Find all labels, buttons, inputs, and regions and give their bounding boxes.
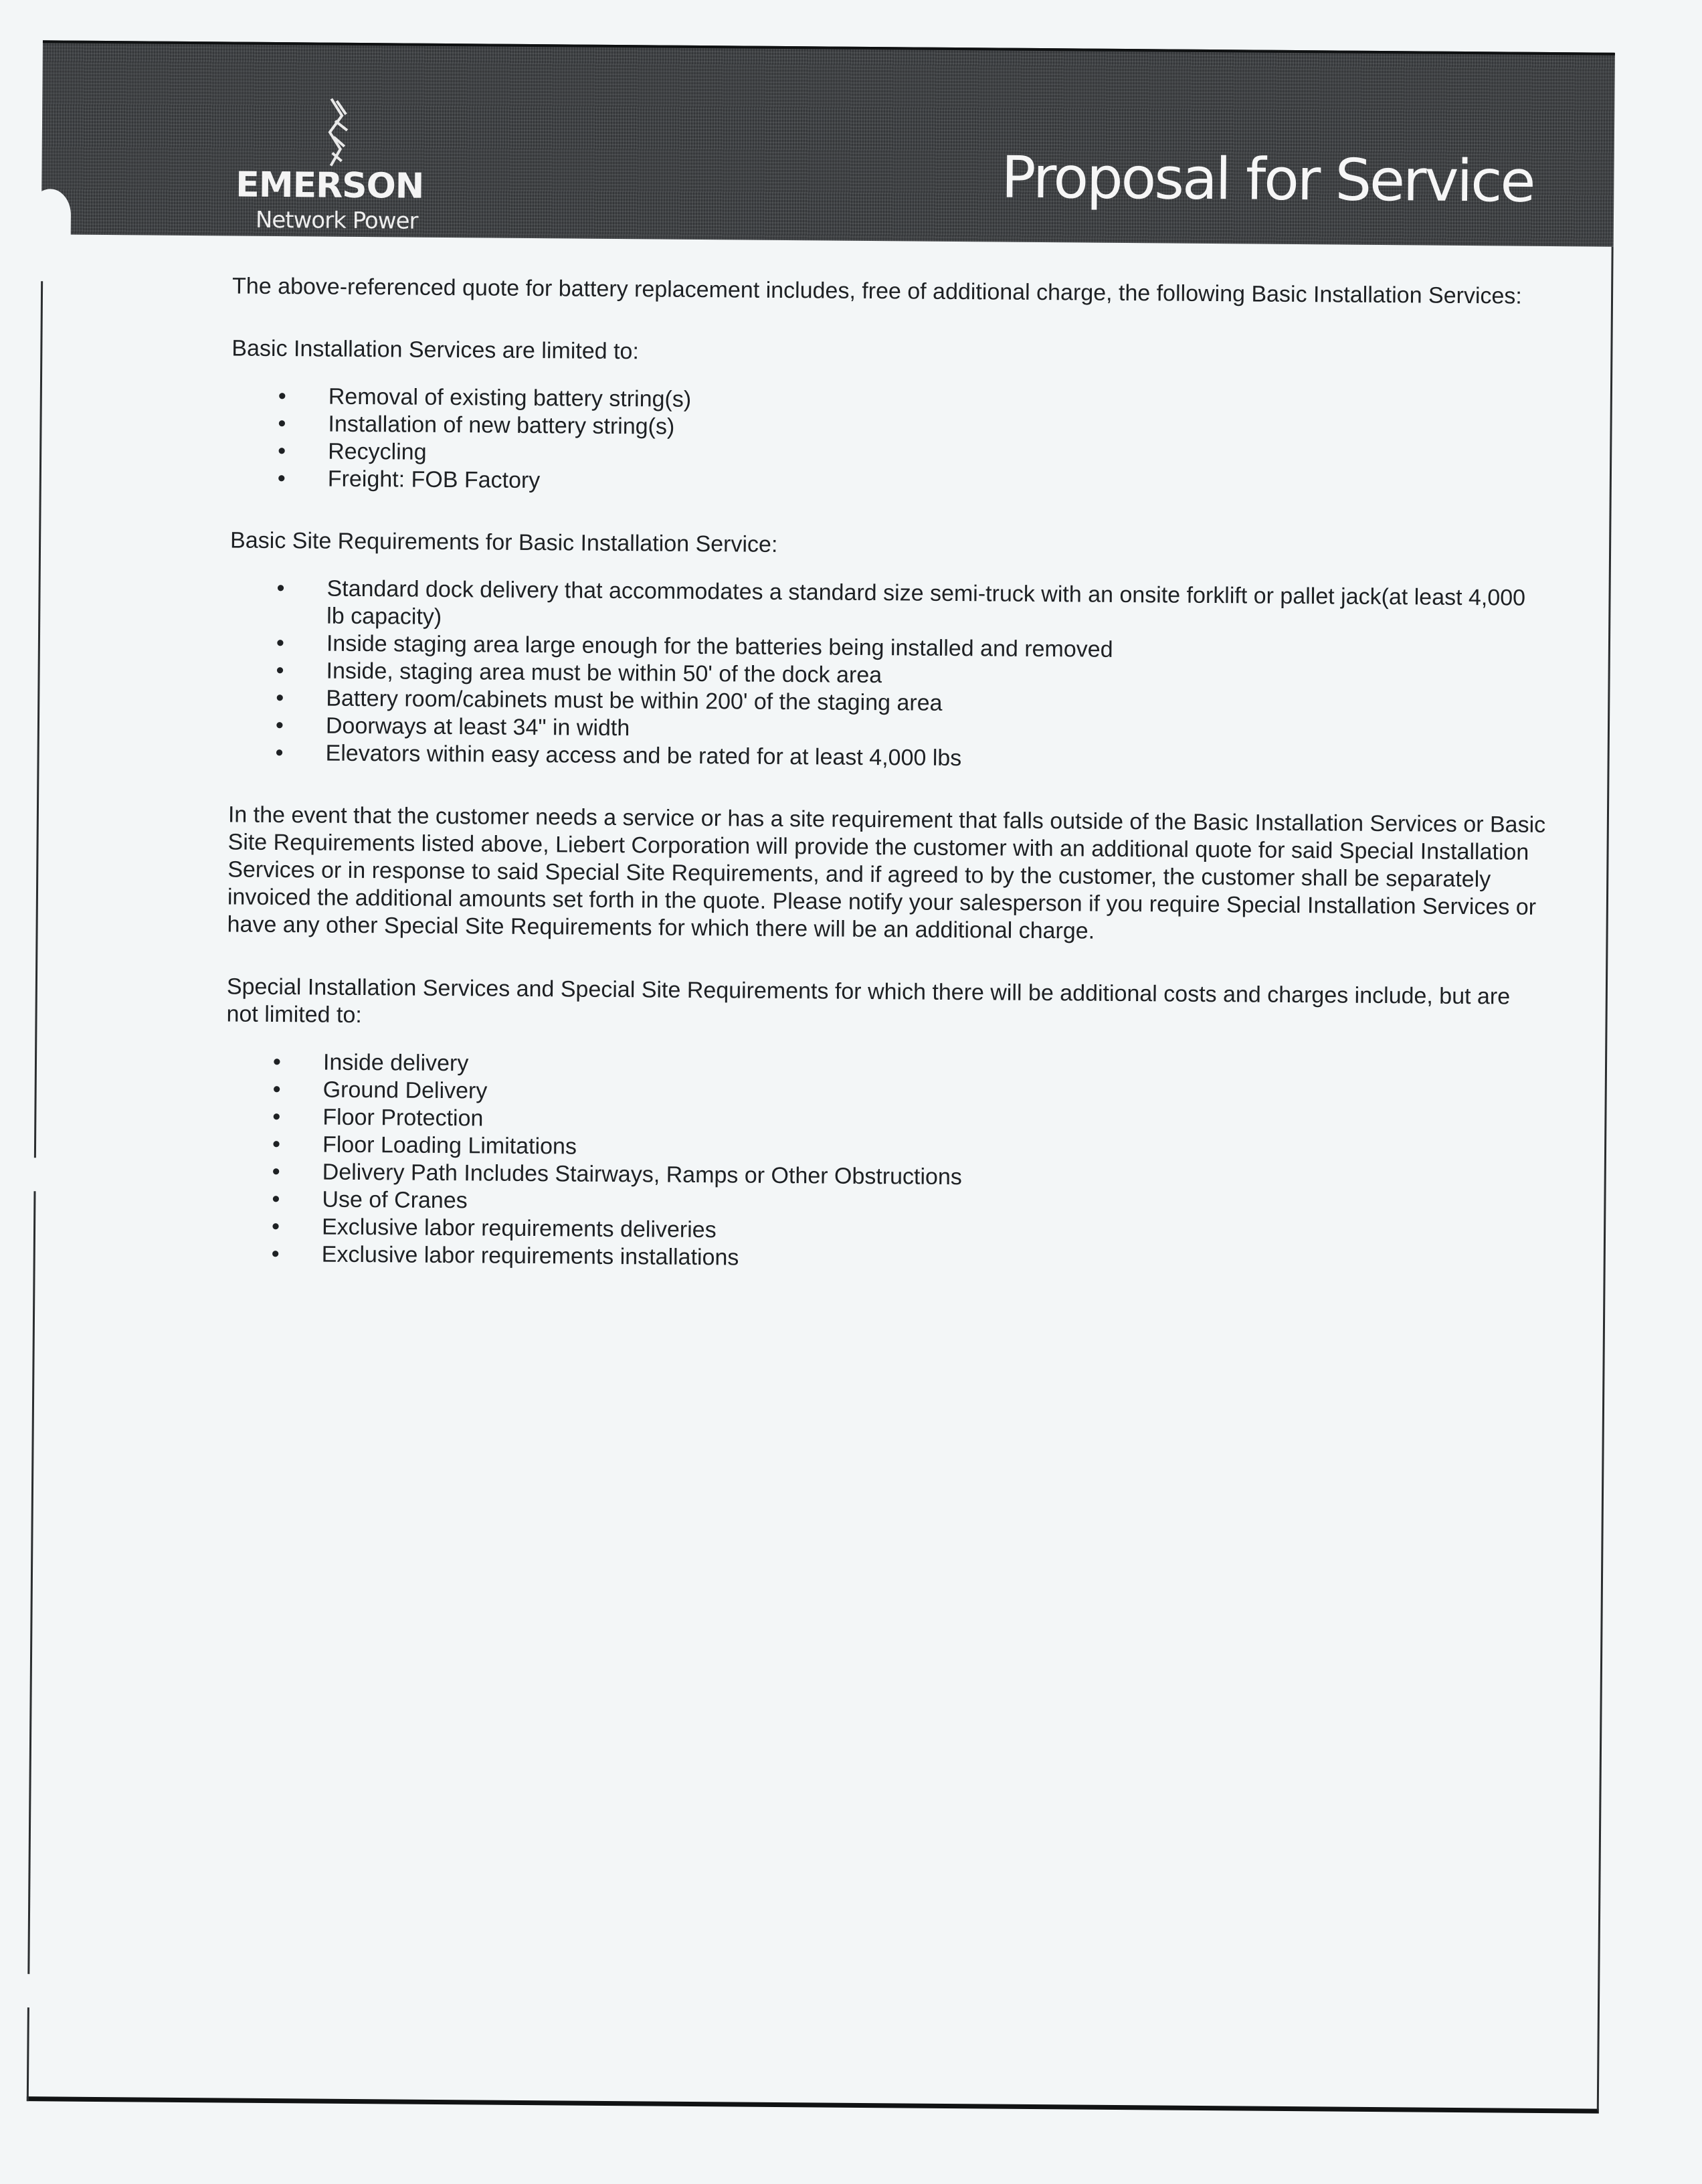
bullet-icon: •: [271, 1241, 280, 1267]
list-item: • Floor Protection: [272, 1104, 484, 1131]
document-body: [224, 273, 1550, 1313]
list-item: • Delivery Path Includes Stairways, Ramps or Other Obstructions: [272, 1159, 962, 1190]
bullet-icon: •: [277, 466, 286, 492]
bullet-icon: •: [272, 1131, 281, 1158]
list-item: • Inside delivery: [272, 1049, 469, 1077]
bullet-icon: •: [276, 630, 284, 656]
bullet-icon: •: [278, 383, 286, 410]
punch-hole: [29, 189, 72, 241]
list-item: • Exclusive labor requirements installations: [271, 1241, 739, 1271]
list-item: • Exclusive labor requirements deliveries: [271, 1214, 717, 1243]
list-item: • Ground Delivery: [272, 1077, 488, 1104]
emerson-logo: [209, 58, 478, 234]
list-item: • Recycling: [278, 438, 427, 465]
bullet-icon: •: [272, 1049, 282, 1075]
bullet-icon: •: [275, 740, 284, 766]
site-requirements-list: [228, 574, 1547, 776]
special-services-heading: Special Installation Services and Special Site Requirements for which there will be additional costs and charges include, but are not limited to:: [226, 974, 1511, 1028]
list-item: • Freight: FOB Factory: [277, 466, 541, 494]
intro-paragraph: The above-referenced quote for battery replacement includes, free of additional charge, the following Basic Installation Services:: [231, 273, 1522, 309]
document-page: [4, 40, 1612, 2114]
special-services-list: [225, 1048, 1545, 1277]
list-item: • Use of Cranes: [272, 1186, 468, 1214]
brand-name: EMERSON: [235, 165, 424, 207]
list-item: • Doorways at least 34" in width: [275, 713, 630, 741]
bullet-icon: •: [275, 713, 284, 739]
list-item: • Standard dock delivery that accommodates a standard size semi-truck with an onsite forklift or pallet jack(at least 4,000 lb capacity): [276, 575, 1526, 630]
list-item: • Inside, staging area must be within 50' of the dock area: [276, 658, 882, 689]
special-services-paragraph: In the event that the customer needs a service or has a site requirement that falls outside of the Basic Installation Services or Basic Site Requirements listed above, Liebert Corporation will provide the customer with an additional quote for said Special Installation Services or in response to said Special Site Requirements, and if agreed to by the customer, the customer shall be separately invoiced the additional amounts set forth in the quote. Please notify your salesperson if you require Special Installation Services or have any other Special Site Requirements for which there will be an additional charge.: [227, 802, 1546, 944]
brand-subtitle: Network Power: [255, 206, 418, 235]
bullet-icon: •: [271, 1214, 280, 1240]
left-border-segment: [27, 2007, 29, 2101]
left-border-segment: [27, 1191, 35, 1974]
list-item: • Installation of new battery string(s): [278, 411, 675, 440]
bullet-icon: •: [272, 1159, 280, 1185]
list-item: • Removal of existing battery string(s): [278, 383, 692, 412]
bullet-icon: •: [272, 1104, 281, 1130]
bullet-icon: •: [276, 685, 284, 711]
page-title: Proposal for Service: [1001, 144, 1534, 215]
bullet-icon: •: [272, 1077, 281, 1103]
bullet-icon: •: [272, 1186, 280, 1212]
bullet-icon: •: [278, 438, 286, 464]
left-border-segment: [34, 281, 43, 1158]
site-requirements-heading: Basic Site Requirements for Basic Installation Service:: [229, 527, 778, 557]
emerson-logo-mark-icon: [316, 95, 357, 169]
basic-services-heading: Basic Installation Services are limited to:: [231, 335, 640, 365]
bullet-icon: •: [276, 575, 285, 602]
list-item: • Elevators within easy access and be rated for at least 4,000 lbs: [275, 740, 962, 771]
list-item: • Floor Loading Limitations: [272, 1131, 577, 1160]
bullet-icon: •: [278, 411, 286, 437]
header-band: [41, 40, 1615, 246]
list-item: • Battery room/cabinets must be within 200' of the staging area: [276, 685, 943, 716]
list-item: • Inside staging area large enough for the batteries being installed and removed: [276, 630, 1113, 662]
bullet-icon: •: [276, 658, 284, 684]
basic-services-list: [231, 382, 1549, 502]
